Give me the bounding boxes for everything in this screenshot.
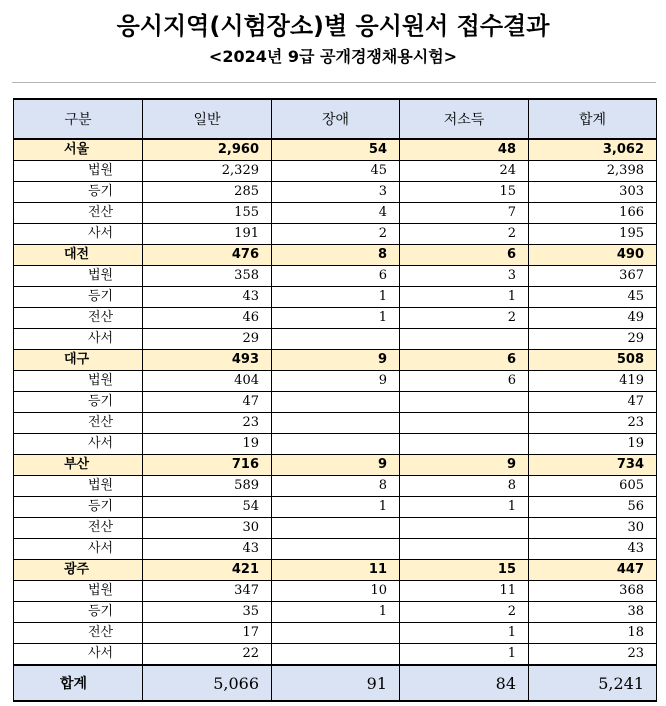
cell-low-income (400, 434, 529, 455)
cell-general: 29 (143, 329, 272, 350)
cell-total: 43 (529, 539, 657, 560)
cell-disabled: 6 (272, 266, 400, 287)
row-label: 대전 (14, 245, 143, 266)
subcategory-row (14, 329, 657, 350)
row-label: 등기 (14, 287, 143, 308)
cell-disabled (272, 329, 400, 350)
cell-disabled: 45 (272, 161, 400, 182)
cell-general: 35 (143, 602, 272, 623)
cell-total: 2,398 (529, 161, 657, 182)
cell-low-income (400, 329, 529, 350)
subcategory-row (14, 476, 657, 497)
cell-total: 490 (529, 245, 657, 266)
cell-total: 56 (529, 497, 657, 518)
row-label: 사서 (14, 644, 143, 666)
subcategory-row (14, 434, 657, 455)
cell-low-income (400, 392, 529, 413)
cell-general: 404 (143, 371, 272, 392)
cell-total: 23 (529, 413, 657, 434)
cell-total: 23 (529, 644, 657, 666)
cell-low-income (400, 518, 529, 539)
cell-low-income: 6 (400, 371, 529, 392)
cell-total: 18 (529, 623, 657, 644)
cell-total: 303 (529, 182, 657, 203)
subcategory-row (14, 308, 657, 329)
row-label: 법원 (14, 371, 143, 392)
cell-low-income: 11 (400, 581, 529, 602)
cell-general: 23 (143, 413, 272, 434)
cell-disabled: 8 (272, 245, 400, 266)
row-label: 전산 (14, 203, 143, 224)
row-label: 대구 (14, 350, 143, 371)
table-body (14, 139, 657, 665)
cell-general: 30 (143, 518, 272, 539)
subcategory-row (14, 539, 657, 560)
cell-low-income: 48 (400, 139, 529, 161)
cell-disabled: 10 (272, 581, 400, 602)
row-label: 등기 (14, 497, 143, 518)
cell-low-income: 3 (400, 266, 529, 287)
subcategory-row (14, 518, 657, 539)
subcategory-row (14, 182, 657, 203)
cell-general: 347 (143, 581, 272, 602)
cell-disabled: 1 (272, 308, 400, 329)
cell-general: 19 (143, 434, 272, 455)
cell-disabled: 9 (272, 350, 400, 371)
column-header-category: 구분 (14, 99, 143, 139)
grand-total-row (14, 665, 657, 701)
row-label: 법원 (14, 581, 143, 602)
cell-disabled: 3 (272, 182, 400, 203)
cell-total: 508 (529, 350, 657, 371)
region-row (14, 560, 657, 581)
cell-disabled (272, 518, 400, 539)
subcategory-row (14, 602, 657, 623)
grand-total-general: 5,066 (143, 665, 272, 701)
row-label: 부산 (14, 455, 143, 476)
cell-total: 47 (529, 392, 657, 413)
subcategory-row (14, 224, 657, 245)
cell-disabled (272, 623, 400, 644)
subcategory-row (14, 371, 657, 392)
row-label: 법원 (14, 266, 143, 287)
grand-total-disabled: 91 (272, 665, 400, 701)
cell-low-income: 1 (400, 497, 529, 518)
cell-disabled: 11 (272, 560, 400, 581)
subcategory-row (14, 644, 657, 666)
row-label: 등기 (14, 392, 143, 413)
row-label: 법원 (14, 476, 143, 497)
cell-general: 285 (143, 182, 272, 203)
row-label: 사서 (14, 329, 143, 350)
cell-low-income: 15 (400, 182, 529, 203)
row-label: 사서 (14, 539, 143, 560)
subcategory-row (14, 266, 657, 287)
cell-disabled (272, 434, 400, 455)
cell-disabled (272, 644, 400, 666)
row-label: 사서 (14, 224, 143, 245)
cell-disabled: 1 (272, 602, 400, 623)
cell-total: 3,062 (529, 139, 657, 161)
cell-general: 493 (143, 350, 272, 371)
row-label: 등기 (14, 182, 143, 203)
cell-general: 191 (143, 224, 272, 245)
cell-general: 2,960 (143, 139, 272, 161)
subcategory-row (14, 287, 657, 308)
cell-total: 19 (529, 434, 657, 455)
cell-general: 421 (143, 560, 272, 581)
cell-disabled: 9 (272, 455, 400, 476)
cell-general: 54 (143, 497, 272, 518)
cell-disabled (272, 392, 400, 413)
cell-low-income: 7 (400, 203, 529, 224)
cell-general: 358 (143, 266, 272, 287)
cell-total: 734 (529, 455, 657, 476)
cell-low-income: 6 (400, 245, 529, 266)
grand-total-low-income: 84 (400, 665, 529, 701)
column-header-total: 합계 (529, 99, 657, 139)
region-row (14, 455, 657, 476)
cell-disabled: 1 (272, 287, 400, 308)
cell-general: 46 (143, 308, 272, 329)
cell-general: 17 (143, 623, 272, 644)
cell-disabled (272, 413, 400, 434)
cell-low-income: 2 (400, 308, 529, 329)
row-label: 전산 (14, 308, 143, 329)
cell-general: 155 (143, 203, 272, 224)
subcategory-row (14, 203, 657, 224)
cell-total: 195 (529, 224, 657, 245)
cell-total: 45 (529, 287, 657, 308)
column-header-general: 일반 (143, 99, 272, 139)
cell-low-income: 1 (400, 623, 529, 644)
cell-disabled: 4 (272, 203, 400, 224)
subcategory-row (14, 413, 657, 434)
cell-general: 716 (143, 455, 272, 476)
cell-low-income: 15 (400, 560, 529, 581)
cell-low-income: 2 (400, 602, 529, 623)
cell-total: 368 (529, 581, 657, 602)
row-label: 법원 (14, 161, 143, 182)
cell-disabled: 9 (272, 371, 400, 392)
subcategory-row (14, 497, 657, 518)
row-label: 전산 (14, 518, 143, 539)
cell-disabled: 54 (272, 139, 400, 161)
column-header-disabled: 장애 (272, 99, 400, 139)
row-label: 전산 (14, 623, 143, 644)
cell-low-income (400, 539, 529, 560)
subcategory-row (14, 392, 657, 413)
region-row (14, 245, 657, 266)
cell-low-income: 24 (400, 161, 529, 182)
cell-low-income: 6 (400, 350, 529, 371)
row-label: 광주 (14, 560, 143, 581)
title-divider (12, 82, 656, 83)
region-row (14, 350, 657, 371)
row-label: 사서 (14, 434, 143, 455)
cell-total: 38 (529, 602, 657, 623)
cell-total: 605 (529, 476, 657, 497)
subcategory-row (14, 161, 657, 182)
cell-low-income: 1 (400, 644, 529, 666)
page-title: 응시지역(시험장소)별 응시원서 접수결과 (116, 12, 550, 40)
cell-general: 2,329 (143, 161, 272, 182)
cell-general: 47 (143, 392, 272, 413)
grand-total-total: 5,241 (529, 665, 657, 701)
table-header-row (14, 99, 657, 139)
cell-low-income: 2 (400, 224, 529, 245)
cell-total: 29 (529, 329, 657, 350)
cell-disabled (272, 539, 400, 560)
row-label: 전산 (14, 413, 143, 434)
cell-general: 43 (143, 539, 272, 560)
row-label: 서울 (14, 139, 143, 161)
results-table (13, 98, 657, 702)
cell-total: 166 (529, 203, 657, 224)
cell-general: 22 (143, 644, 272, 666)
cell-low-income: 1 (400, 287, 529, 308)
page-subtitle: <2024년 9급 공개경쟁채용시험> (208, 47, 458, 66)
cell-total: 419 (529, 371, 657, 392)
cell-general: 589 (143, 476, 272, 497)
cell-general: 43 (143, 287, 272, 308)
subcategory-row (14, 623, 657, 644)
cell-total: 367 (529, 266, 657, 287)
cell-low-income: 8 (400, 476, 529, 497)
cell-disabled: 8 (272, 476, 400, 497)
cell-disabled: 1 (272, 497, 400, 518)
cell-total: 447 (529, 560, 657, 581)
cell-total: 49 (529, 308, 657, 329)
subcategory-row (14, 581, 657, 602)
row-label: 등기 (14, 602, 143, 623)
cell-disabled: 2 (272, 224, 400, 245)
grand-total-label: 합계 (14, 665, 143, 701)
cell-low-income: 9 (400, 455, 529, 476)
column-header-low-income: 저소득 (400, 99, 529, 139)
cell-low-income (400, 413, 529, 434)
cell-total: 30 (529, 518, 657, 539)
cell-general: 476 (143, 245, 272, 266)
region-row (14, 139, 657, 161)
